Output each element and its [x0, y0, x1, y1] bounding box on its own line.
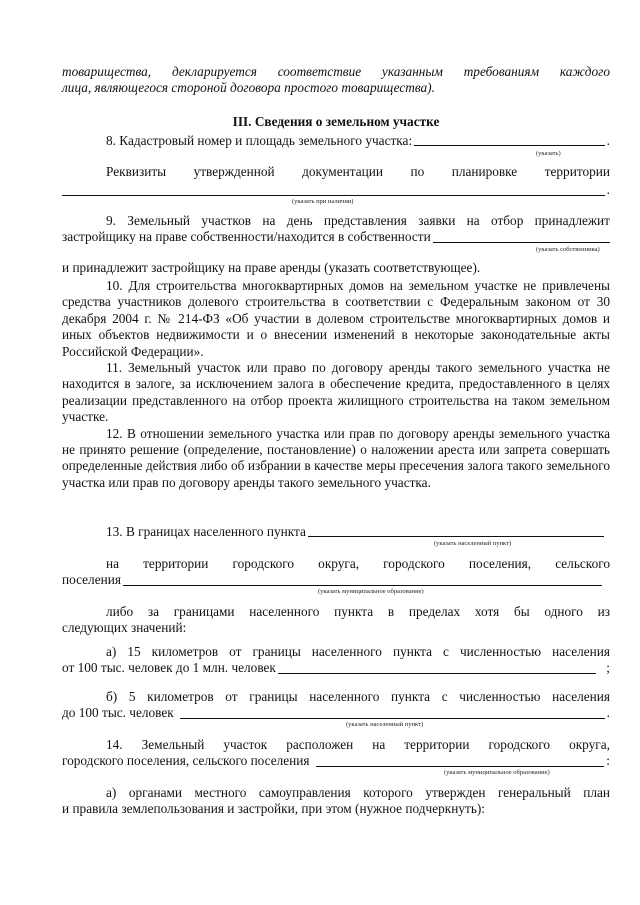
section-title: III. Сведения о земельном участке: [232, 114, 440, 129]
territory-line-2-text: поселения: [62, 572, 121, 588]
item-13-blank[interactable]: [308, 524, 604, 537]
item-14-a-line-2: и правила землепользования и застройки, при этом (нужное подчеркнуть):: [62, 801, 486, 817]
item-14-line-1: 14. Земельный участок расположен на территории городского округа,: [106, 737, 610, 752]
item-8-text: 8. Кадастровый номер и площадь земельного участка:: [106, 133, 413, 148]
item-13-text: 13. В границах населенного пункта: [106, 524, 306, 539]
item-14-blank[interactable]: [316, 754, 605, 767]
option-b-end: .: [606, 705, 610, 721]
option-b-line-2-text: до 100 тыс. человек: [62, 705, 174, 721]
intro-block: [62, 64, 610, 97]
item-9-line-3: и принадлежит застройщику на праве аренды (указать соответствующее).: [62, 260, 481, 275]
item-14-end: :: [606, 753, 610, 769]
territory-line-1: на территории городского округа, городского поселения, сельского: [106, 556, 610, 571]
option-a-end: ;: [606, 660, 610, 676]
item-11: 11. Земельный участок или право по договору аренды такого земельного участка не находится в залоге, за исключением залога в обеспечение кредита, предоставленного в целях реализации представленного на отбор проекта жилищного строительства на таком земельном участке.: [62, 360, 610, 425]
territory-hint: (указать муниципальное образование): [318, 588, 424, 595]
item-9-line-2: [62, 229, 610, 245]
requisites-line: [62, 182, 610, 198]
item-9-line-2-text: застройщику на праве собственности/находится в собственности: [62, 229, 431, 245]
requisites-end: .: [606, 182, 610, 198]
item-13: [62, 524, 610, 540]
territory-line-2: [62, 572, 610, 588]
option-b-blank[interactable]: [180, 706, 605, 719]
item-8-end: .: [606, 133, 610, 148]
intro-line-1: товарищества, декларируется соответствие указанным требованиям каждого: [62, 64, 610, 79]
item-13-hint: (указать населенный пункт): [434, 540, 512, 547]
item-14-a-line-1: а) органами местного самоуправления которого утвержден генеральный план: [106, 785, 610, 800]
option-a-line-2: [62, 660, 610, 676]
option-a-blank[interactable]: [278, 661, 596, 674]
item-9-blank[interactable]: [433, 230, 610, 243]
outside-line-2: следующих значений:: [62, 620, 187, 636]
item-14-line-2-text: городского поселения, сельского поселения: [62, 753, 310, 769]
option-b-line-1: б) 5 километров от границы населенного пункта с численностью населения: [106, 689, 610, 704]
item-8-blank[interactable]: [414, 133, 605, 146]
item-9-hint: (указать собственника): [536, 246, 600, 253]
option-b-line-2: [62, 705, 610, 721]
option-a-line-1: а) 15 километров от границы населенного пункта с численностью населения: [106, 644, 610, 659]
option-b-hint: (указать населенный пункт): [346, 721, 424, 728]
item-14-line-2: [62, 753, 610, 769]
item-8-hint: (указать): [536, 150, 561, 157]
item-9-line-1: 9. Земельный участков на день представления заявки на отбор принадлежит: [106, 213, 610, 228]
requisites-text: Реквизиты утвержденной документации по планировке территории: [106, 164, 610, 179]
item-14-hint: (указать муниципальное образование): [444, 769, 550, 776]
requisites-hint: (указать при наличии): [292, 198, 354, 205]
item-12: 12. В отношении земельного участка или прав по договору аренды земельного участка не принято решение (определение, постановление) о наложении ареста или запрета совершать определенные действия либо об избрании в качестве меры пресечения залога такого земельного участка или прав по договору аренды такого земельного участка.: [62, 425, 610, 490]
item-8: [62, 133, 610, 149]
intro-line-2: лица, являющегося стороной договора простого товарищества).: [62, 80, 435, 96]
territory-blank[interactable]: [123, 573, 602, 586]
requisites-blank[interactable]: [62, 183, 605, 196]
option-a-line-2-text: от 100 тыс. человек до 1 млн. человек: [62, 660, 276, 676]
outside-line-1: либо за границами населенного пункта в пределах хотя бы одного из: [106, 604, 610, 619]
item-10: 10. Для строительства многоквартирных домов на земельном участке не привлечены средства участников долевого строительства в соответствии с Федеральным законом от 30 декабря 2004 г. № 214-ФЗ «Об участии в долевом строительстве многоквартирных домов и иных объектов недвижимости и о внесении изменений в некоторые законодательные акты Российской Федерации».: [62, 278, 610, 359]
